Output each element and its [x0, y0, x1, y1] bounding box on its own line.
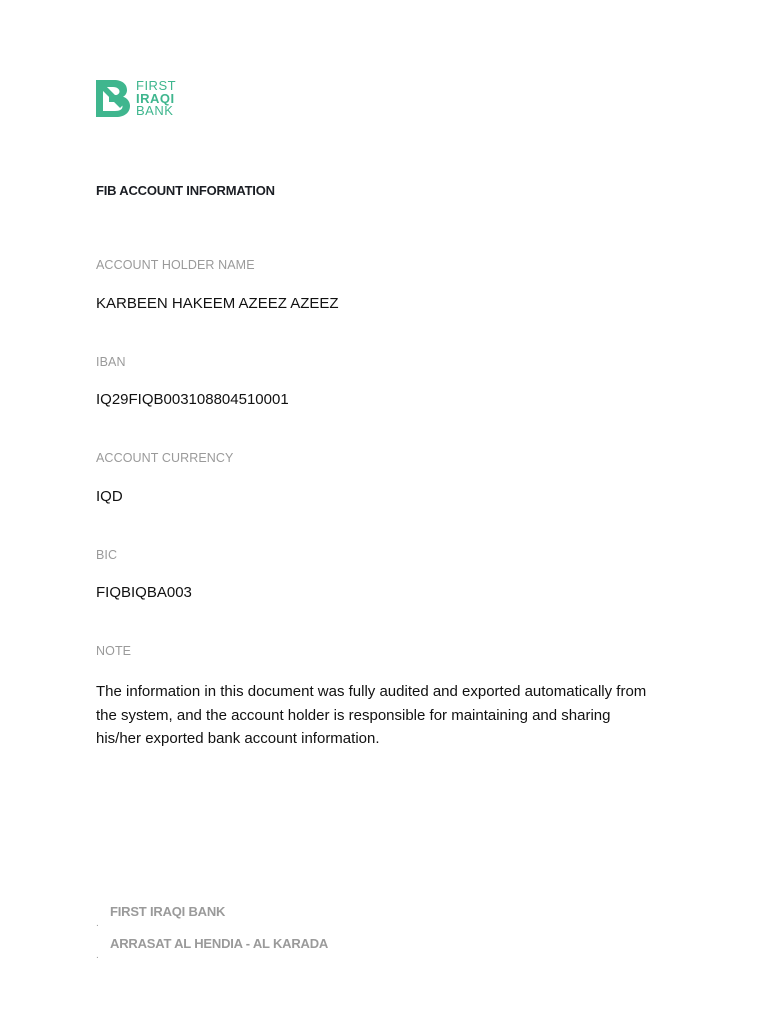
fib-logo-icon	[96, 80, 130, 117]
note-text: The information in this document was fully audited and exported automatically from the system, and the account holder is responsible for maintaining and sharing his/her exported bank account information.	[96, 683, 647, 747]
account-currency-value: IQD	[96, 488, 123, 505]
iban-label: IBAN	[96, 355, 126, 369]
logo-line-bank: BANK	[136, 103, 174, 118]
note-label: NOTE	[96, 644, 132, 658]
bank-logo	[96, 80, 176, 118]
logo-line-iraqi: IRAQI	[136, 90, 175, 106]
bic-value: FIQBIQBA003	[96, 584, 192, 601]
account-currency-label: ACCOUNT CURRENCY	[96, 451, 234, 465]
footer-bullet-2: .	[96, 950, 99, 961]
account-holder-label: ACCOUNT HOLDER NAME	[96, 258, 255, 272]
footer-bullet-1: .	[96, 918, 99, 929]
iban-value: IQ29FIQB003108804510001	[96, 391, 289, 408]
bank-logo-text	[136, 80, 176, 118]
account-holder-value: KARBEEN HAKEEM AZEEZ AZEEZ	[96, 295, 339, 312]
bic-label: BIC	[96, 548, 118, 562]
document-title: FIB ACCOUNT INFORMATION	[96, 183, 275, 198]
footer-bank-address: ARRASAT AL HENDIA - AL KARADA	[110, 936, 329, 951]
footer-bank-name: FIRST IRAQI BANK	[110, 904, 226, 919]
logo-line-first: FIRST	[136, 78, 177, 93]
